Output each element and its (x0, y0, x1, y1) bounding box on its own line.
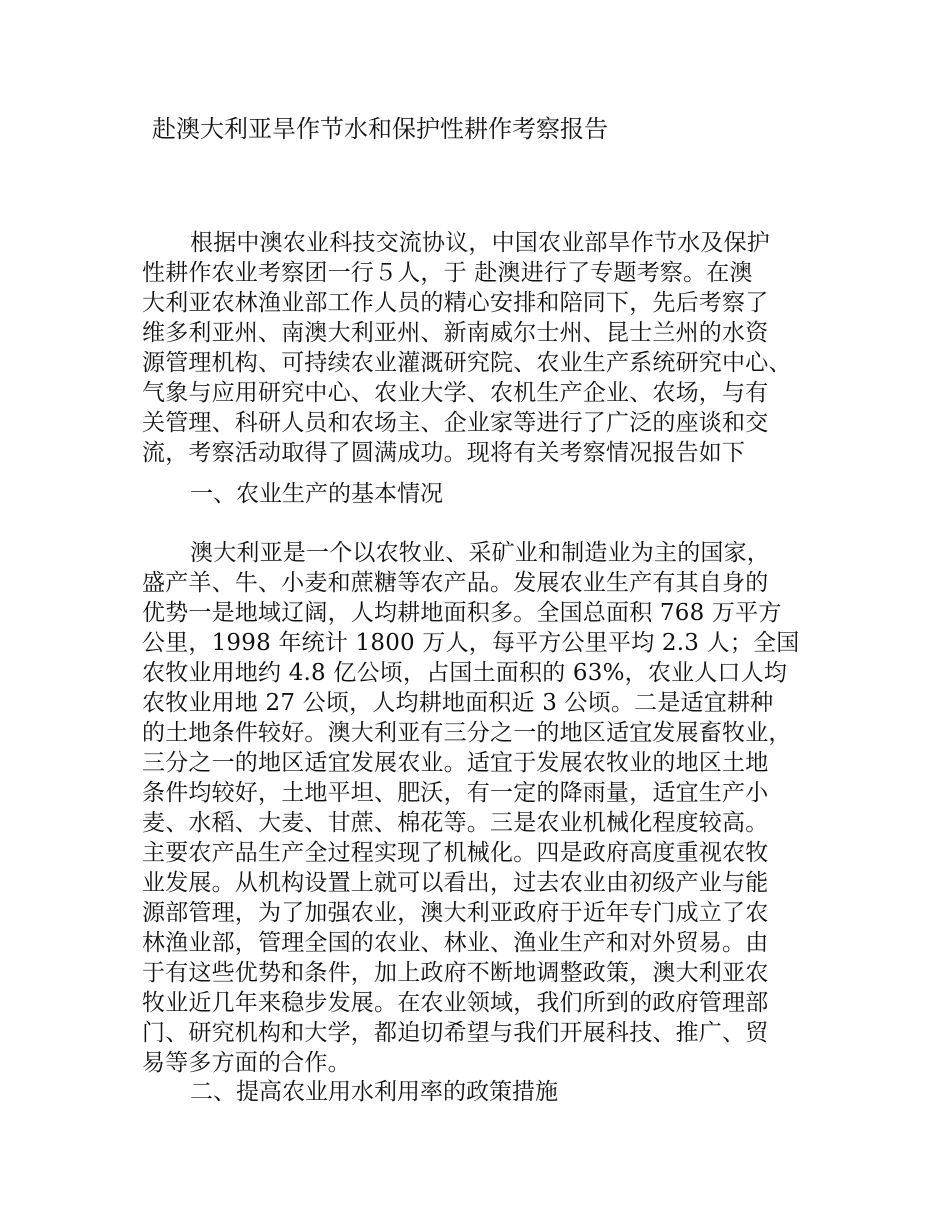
paragraph-line: 麦、水稻、大麦、甘蔗、棉花等。三是农业机械化程度较高。 (142, 810, 769, 836)
paragraph-line: 源部管理，为了加强农业，澳大利亚政府于近年专门成立了农 (142, 900, 769, 926)
document-title: 赴澳大利亚旱作节水和保护性耕作考察报告 (152, 115, 608, 143)
paragraph-line: 主要农产品生产全过程实现了机械化。四是政府高度重视农牧 (142, 840, 769, 866)
paragraph-line: 维多利亚州、南澳大利亚州、新南威尔士州、昆士兰州的水资 (142, 320, 769, 346)
paragraph-line: 条件均较好，土地平坦、肥沃，有一定的降雨量，适宜生产小 (142, 780, 769, 806)
paragraph-line: 根据中澳农业科技交流协议，中国农业部旱作节水及保护 (190, 230, 770, 256)
intro-paragraph (142, 228, 827, 468)
section-heading-2: 二、提高农业用水利用率的政策措施 (190, 1079, 558, 1105)
paragraph-line: 门、研究机构和大学，都迫切希望与我们开展科技、推广、贸 (142, 1020, 769, 1046)
paragraph-line: 流，考察活动取得了圆满成功。现将有关考察情况报告如下 (142, 440, 746, 466)
paragraph-line: 盛产羊、牛、小麦和蔗糖等农产品。发展农业生产有其自身的 (142, 570, 769, 596)
paragraph-line: 三分之一的地区适宜发展农业。适宜于发展农牧业的地区土地 (142, 750, 769, 776)
paragraph-line: 农牧业用地约 4.8 亿公顷，占国土面积的 63%，农业人口人均 (142, 660, 788, 686)
paragraph-line: 源管理机构、可持续农业灌溉研究院、农业生产系统研究中心、 (142, 350, 792, 376)
paragraph-line: 大利亚农林渔业部工作人员的精心安排和陪同下，先后考察了 (142, 290, 769, 316)
section-heading-1: 一、农业生产的基本情况 (190, 481, 443, 507)
paragraph-line: 业发展。从机构设置上就可以看出，过去农业由初级产业与能 (142, 870, 769, 896)
paragraph-line: 性耕作农业考察团一行５人，于 赴澳进行了专题考察。在澳 (142, 260, 753, 286)
paragraph-line: 优势一是地域辽阔，人均耕地面积多。全国总面积 768 万平方 (142, 600, 782, 626)
paragraph-line: 气象与应用研究中心、农业大学、农机生产企业、农场，与有 (142, 380, 769, 406)
paragraph-line: 易等多方面的合作。 (142, 1050, 351, 1076)
paragraph-line: 于有这些优势和条件，加上政府不断地调整政策，澳大利亚农 (142, 960, 769, 986)
paragraph-line: 澳大利亚是一个以农牧业、采矿业和制造业为主的国家， (190, 540, 770, 566)
paragraph-line: 林渔业部，管理全国的农业、林业、渔业生产和对外贸易。由 (142, 930, 769, 956)
paragraph-line: 的土地条件较好。澳大利亚有三分之一的地区适宜发展畜牧业， (142, 720, 792, 746)
paragraph-line: 公里，1998 年统计 1800 万人，每平方公里平均 2.3 人；全国 (142, 630, 800, 656)
paragraph-line: 农牧业用地 27 公顷，人均耕地面积近 3 公顷。二是适宜耕种 (142, 690, 774, 716)
paragraph-line: 关管理、科研人员和农场主、企业家等进行了广泛的座谈和交 (142, 410, 769, 436)
section-1-paragraph (142, 538, 827, 1078)
paragraph-line: 牧业近几年来稳步发展。在农业领域，我们所到的政府管理部 (142, 990, 769, 1016)
